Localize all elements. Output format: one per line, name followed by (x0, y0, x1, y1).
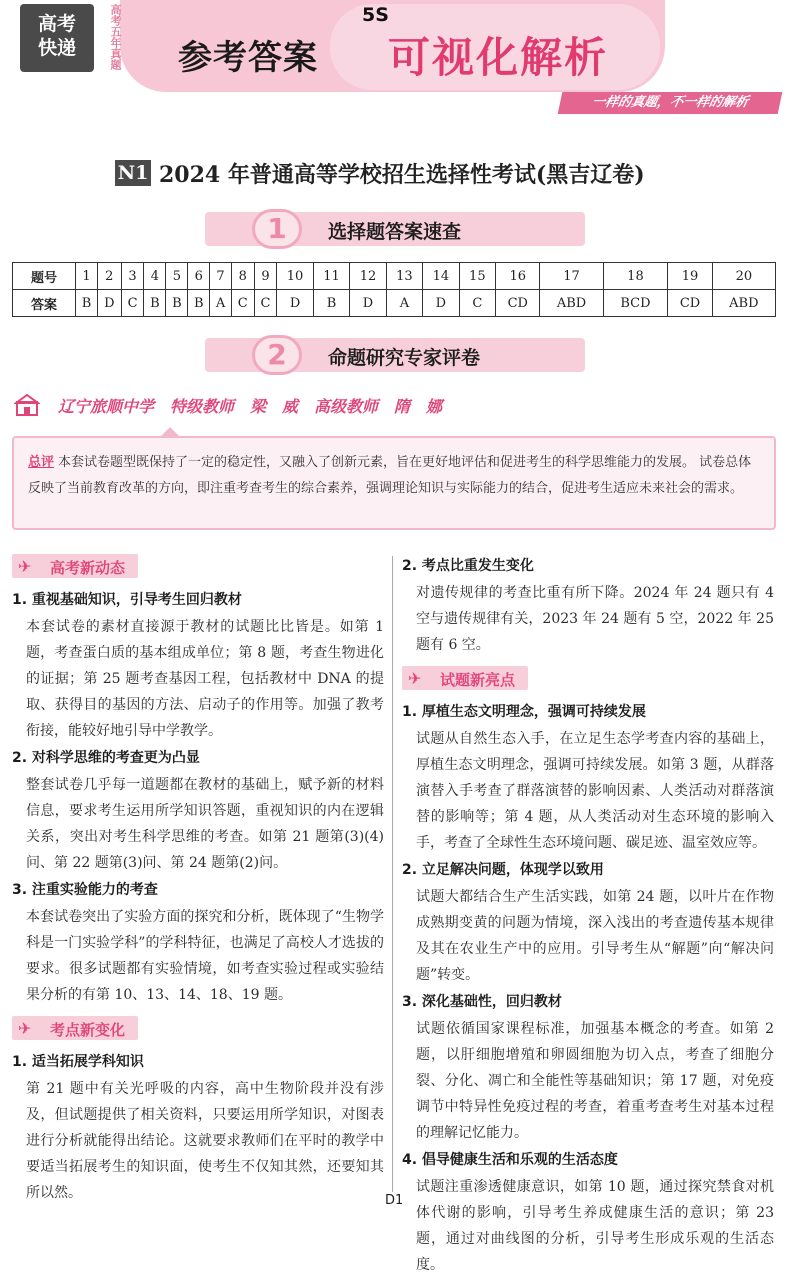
item-body: 试题注重渗透健康意识，如第 10 题，通过探究禁食对机体代谢的影响，引导考生养成健康生活的意识；第 23 题，通过对曲线图的分析，引导考生形成乐观的生活态度。 (416, 1179, 774, 1273)
question-number: 16 (496, 263, 540, 290)
item-heading: 3. 深化基础性，回归教材 (402, 994, 562, 1010)
answer-cell: B (166, 290, 188, 317)
tag-exam-trends (12, 554, 142, 580)
question-number: 13 (386, 263, 422, 290)
table-row-answers (13, 290, 776, 317)
expert-reviewers: 辽宁旅顺中学 特级教师 梁 威 高级教师 隋 娜 (58, 397, 443, 416)
question-number: 11 (313, 263, 349, 290)
question-number: 4 (144, 263, 166, 290)
tag-label: 考点新变化 (50, 1021, 126, 1039)
answer-cell: B (144, 290, 166, 317)
column-divider (392, 556, 393, 1192)
brand-logo (20, 4, 94, 72)
answer-cell: B (313, 290, 349, 317)
item-body: 整套试卷几乎每一道题都在教材的基础上，赋予新的材料信息，要求考生运用所学知识答题，重视知识的内在逻辑关系，突出对考生科学思维的考查。如第 21 题第(3)(4)问、第 22 题第(3)问、第 24 题第(2)问。 (26, 777, 384, 871)
section-title-1: 选择题答案速查 (328, 221, 462, 243)
answer-cell: B (76, 290, 98, 317)
question-number: 12 (350, 263, 386, 290)
answer-cell: C (121, 290, 144, 317)
answer-cell: D (277, 290, 313, 317)
question-number: 2 (97, 263, 121, 290)
item-heading: 2. 对科学思维的考查更为凸显 (12, 750, 200, 766)
question-number: 19 (668, 263, 712, 290)
tag-new-highlights (402, 666, 532, 692)
answer-cell: BCD (603, 290, 668, 317)
logo-line-1: 高考 (37, 13, 76, 35)
right-column (402, 554, 774, 1280)
answer-cell: C (459, 290, 495, 317)
slogan-banner: 一样的真题，不一样的解析 (558, 92, 783, 114)
item-body: 试题大都结合生产生活实践，如第 24 题，以叶片在作物成熟期变黄的问题为情境，深入浅出的考查遗传基本规律及其在农业生产中的应用。引导考生从“解题”向“解决问题”转变。 (416, 889, 774, 983)
question-number: 10 (277, 263, 313, 290)
question-number: 6 (188, 263, 210, 290)
section-number-1: 1 (252, 209, 302, 249)
item-body: 本套试卷突出了实验方面的探究和分析，既体现了“生物学科是一门实验学科”的学科特征，也满足了高校人才选拔的要求。很多试题都有实验情境，如考查实验过程或实验结果分析的有第 10、13、14、18、19 题。 (26, 909, 384, 1003)
answer-cell: B (188, 290, 210, 317)
item-heading: 2. 立足解决问题，体现学以致用 (402, 862, 604, 878)
item-heading: 1. 厚植生态文明理念，强调可持续发展 (402, 704, 646, 720)
left-column (12, 554, 384, 1208)
summary-text: 本套试卷题型既保持了一定的稳定性，又融入了创新元素，旨在更好地评估和促进考生的科学思维能力的发展。 试卷总体反映了当前教育改革的方向，即注重考查考生的综合素养，强调理论知识与实际能力的结合，促进考生适应未来社会的需求。 (28, 455, 752, 496)
item-body: 第 21 题中有关光呼吸的内容，高中生物阶段并没有涉及，但试题提供了相关资料，只要运用所学知识，对图表进行分析就能得出结论。这就要求教师们在平时的教学中要适当拓展考生的知识面，使考生不仅知其然，还要知其所以然。 (26, 1081, 384, 1201)
question-number: 7 (210, 263, 232, 290)
logo-subtitle: 高考五年真题 (109, 4, 122, 70)
answer-cell: A (210, 290, 232, 317)
tag-label: 试题新亮点 (440, 671, 516, 689)
table-header-number: 题号 (13, 263, 76, 290)
item-heading: 1. 重视基础知识，引导考生回归教材 (12, 592, 242, 608)
question-number: 9 (254, 263, 277, 290)
question-number: 20 (712, 263, 775, 290)
exam-title: 2024 年普通高等学校招生选择性考试(黑吉辽卷) (159, 162, 645, 188)
exam-code-badge: N1 (115, 160, 151, 186)
summary-box (12, 436, 776, 530)
question-number: 5 (166, 263, 188, 290)
answer-cell: CD (496, 290, 540, 317)
edition-label: 5S (362, 4, 389, 26)
question-number: 15 (459, 263, 495, 290)
section-number-2: 2 (252, 335, 302, 375)
tag-topic-changes (12, 1016, 142, 1042)
answer-table (12, 262, 776, 317)
summary-label: 总评 (28, 455, 55, 470)
item-heading: 4. 倡导健康生活和乐观的生活态度 (402, 1152, 618, 1168)
telescope-icon: ✈ (18, 557, 32, 576)
answer-cell: C (231, 290, 254, 317)
table-row-numbers (13, 263, 776, 290)
question-number: 14 (423, 263, 459, 290)
answer-cell: C (254, 290, 277, 317)
answer-cell: ABD (712, 290, 775, 317)
item-body: 对遗传规律的考查比重有所下降。2024 年 24 题只有 4 空与遗传规律有关，2023 年 24 题有 5 空，2022 年 25 题有 6 空。 (416, 585, 774, 653)
question-number: 3 (121, 263, 144, 290)
answer-cell: D (350, 290, 386, 317)
visual-analysis-title: 可视化解析 (388, 33, 609, 82)
answer-cell: A (386, 290, 422, 317)
question-number: 18 (603, 263, 668, 290)
answer-cell: ABD (540, 290, 603, 317)
answer-cell: D (423, 290, 459, 317)
tag-label: 高考新动态 (50, 559, 126, 577)
telescope-icon: ✈ (18, 1019, 32, 1038)
item-body: 本套试卷的素材直接源于教材的试题比比皆是。如第 1 题，考查蛋白质的基本组成单位；第 8 题，考查生物进化的证据；第 25 题考查基因工程，包括教材中 DNA 的提取、获得目的基因的方法、启动子的作用等。加强了教考衔接，能较好地引导中学教学。 (26, 619, 384, 739)
page-number: D1 (385, 1193, 404, 1208)
answer-cell: D (97, 290, 121, 317)
item-body: 试题从自然生态入手，在立足生态学考查内容的基础上，厚植生态文明理念，强调可持续发展。如第 3 题，从群落演替入手考查了群落演替的影响因素、人类活动对群落演替的影响等；第 4 题，从人类活动对生态环境的影响入手，考查了全球性生态环境问题、碳足迹、温室效应等。 (416, 731, 774, 851)
answer-cell: CD (668, 290, 712, 317)
telescope-icon: ✈ (408, 669, 422, 688)
item-heading: 2. 考点比重发生变化 (402, 558, 534, 574)
question-number: 1 (76, 263, 98, 290)
school-icon (14, 392, 40, 418)
reference-answers-title: 参考答案 (178, 38, 318, 78)
logo-line-2: 快递 (37, 37, 76, 59)
section-title-2: 命题研究专家评卷 (328, 347, 481, 369)
item-heading: 1. 适当拓展学科知识 (12, 1054, 144, 1070)
item-heading: 3. 注重实验能力的考查 (12, 882, 158, 898)
table-header-answer: 答案 (13, 290, 76, 317)
question-number: 17 (540, 263, 603, 290)
question-number: 8 (231, 263, 254, 290)
item-body: 试题依循国家课程标准，加强基本概念的考查。如第 2 题，以肝细胞增殖和卵圆细胞为切入点，考查了细胞分裂、分化、凋亡和全能性等基础知识；第 17 题，对免疫调节中特异性免疫过程的考查，着重考查考生对基本过程的理解记忆能力。 (416, 1021, 774, 1141)
